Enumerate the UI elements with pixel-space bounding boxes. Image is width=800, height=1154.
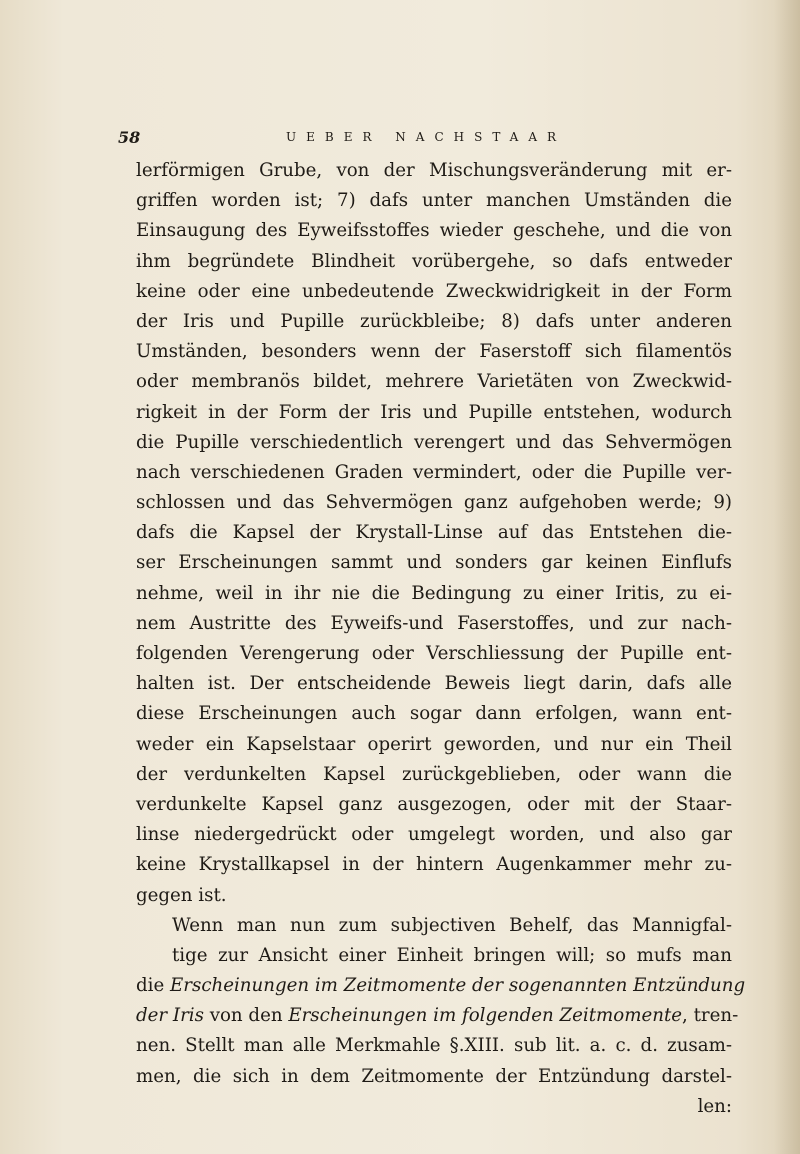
running-head-title: UEBER NACHSTAAR <box>286 130 567 144</box>
text-segment: keine Krystallkapsel in der hintern Augenkammer mehr zu- <box>136 854 732 876</box>
text-line <box>136 216 732 246</box>
text-line <box>136 850 732 880</box>
text-line <box>136 337 732 367</box>
text-line <box>136 790 732 820</box>
page-number: 58 <box>118 128 141 147</box>
italic-text: Erscheinungen im folgenden Zeitmomente <box>288 1005 683 1027</box>
text-line <box>136 881 732 911</box>
text-line <box>136 247 732 277</box>
text-line <box>136 1001 739 1031</box>
text-line <box>136 277 732 307</box>
text-segment: schlossen und das Sehvermögen ganz aufgehoben werde; 9) <box>136 492 732 514</box>
text-segment: len: <box>697 1095 732 1117</box>
text-line <box>136 971 746 1001</box>
text-segment: rigkeit in der Form der Iris und Pupille entstehen, wodurch <box>136 401 732 423</box>
italic-text: der Iris <box>136 1005 204 1027</box>
text-line <box>136 458 732 488</box>
text-segment: diese Erscheinungen auch sogar dann erfolgen, wann ent- <box>136 703 732 725</box>
text-line <box>136 367 732 397</box>
body-text <box>136 156 746 1122</box>
text-line <box>136 760 732 790</box>
text-line <box>136 941 732 971</box>
text-segment: die <box>136 975 171 997</box>
text-segment: dafs die Kapsel der Krystall-Linse auf das Entstehen die- <box>136 522 732 544</box>
text-segment: Einsaugung des Eyweifsstoffes wieder geschehe, und die von <box>136 220 732 242</box>
text-line <box>136 669 732 699</box>
text-line <box>136 1031 732 1061</box>
text-segment: tige zur Ansicht einer Einheit bringen will; so mufs man <box>172 944 732 966</box>
text-segment: halten ist. Der entscheidende Beweis liegt darin, dafs alle <box>136 673 732 695</box>
text-segment: die Pupille verschiedentlich verengert und das Sehvermögen <box>136 431 732 453</box>
text-segment: , tren- <box>682 1005 739 1027</box>
text-segment: nem Austritte des Eyweifs-und Faserstoffes, und zur nach- <box>136 612 732 634</box>
text-line <box>136 1062 732 1092</box>
text-segment: men, die sich in dem Zeitmomente der Entzündung darstel- <box>136 1065 732 1087</box>
text-segment: nen. Stellt man alle Merkmahle §.XIII. sub lit. a. c. d. zusam- <box>136 1035 732 1057</box>
text-line <box>136 730 732 760</box>
text-segment: Umständen, besonders wenn der Faserstoff sich filamentös <box>136 341 732 363</box>
running-head <box>118 128 678 152</box>
text-segment: ser Erscheinungen sammt und sonders gar keinen Einflufs <box>136 552 732 574</box>
text-segment: linse niedergedrückt oder umgelegt worden, und also gar <box>136 824 732 846</box>
text-segment: keine oder eine unbedeutende Zweckwidrigkeit in der Form <box>136 280 732 302</box>
text-line <box>136 579 732 609</box>
text-segment: verdunkelte Kapsel ganz ausgezogen, oder mit der Staar- <box>136 793 732 815</box>
text-line <box>136 398 732 428</box>
text-segment: griffen worden ist; 7) dafs unter manchen Umständen die <box>136 190 732 212</box>
text-line <box>136 428 732 458</box>
text-segment: von den <box>203 1005 289 1027</box>
text-segment: gegen ist. <box>136 884 227 906</box>
text-line <box>136 518 732 548</box>
text-line <box>136 639 732 669</box>
text-line <box>136 1092 732 1122</box>
text-line <box>136 307 732 337</box>
text-segment: nehme, weil in ihr nie die Bedingung zu einer Iritis, zu ei- <box>136 582 732 604</box>
text-segment: lerförmigen Grube, von der Mischungsveränderung mit er- <box>136 160 732 181</box>
text-segment: weder ein Kapselstaar operirt geworden, und nur ein Theil <box>136 733 732 755</box>
text-line <box>136 156 732 186</box>
text-line <box>136 488 732 518</box>
text-segment: der Iris und Pupille zurückbleibe; 8) dafs unter anderen <box>136 310 732 332</box>
page-edge-shadow <box>774 0 800 1154</box>
text-segment: oder membranös bildet, mehrere Varietäten von Zweckwid- <box>136 371 732 393</box>
text-line <box>136 911 732 941</box>
text-segment: der verdunkelten Kapsel zurückgeblieben, oder wann die <box>136 763 732 785</box>
text-segment: nach verschiedenen Graden vermindert, oder die Pupille ver- <box>136 461 732 483</box>
italic-text: Erscheinungen im Zeitmomente der sogenannten Entzündung <box>170 975 746 997</box>
text-line <box>136 609 732 639</box>
text-line <box>136 699 732 729</box>
text-segment: Wenn man nun zum subjectiven Behelf, das Mannigfal- <box>172 914 732 936</box>
text-segment: ihm begründete Blindheit vorübergehe, so dafs entweder <box>136 250 732 272</box>
text-line <box>136 820 732 850</box>
text-line <box>136 186 732 216</box>
text-line <box>136 548 732 578</box>
text-segment: folgenden Verengerung oder Verschliessung der Pupille ent- <box>136 643 732 664</box>
